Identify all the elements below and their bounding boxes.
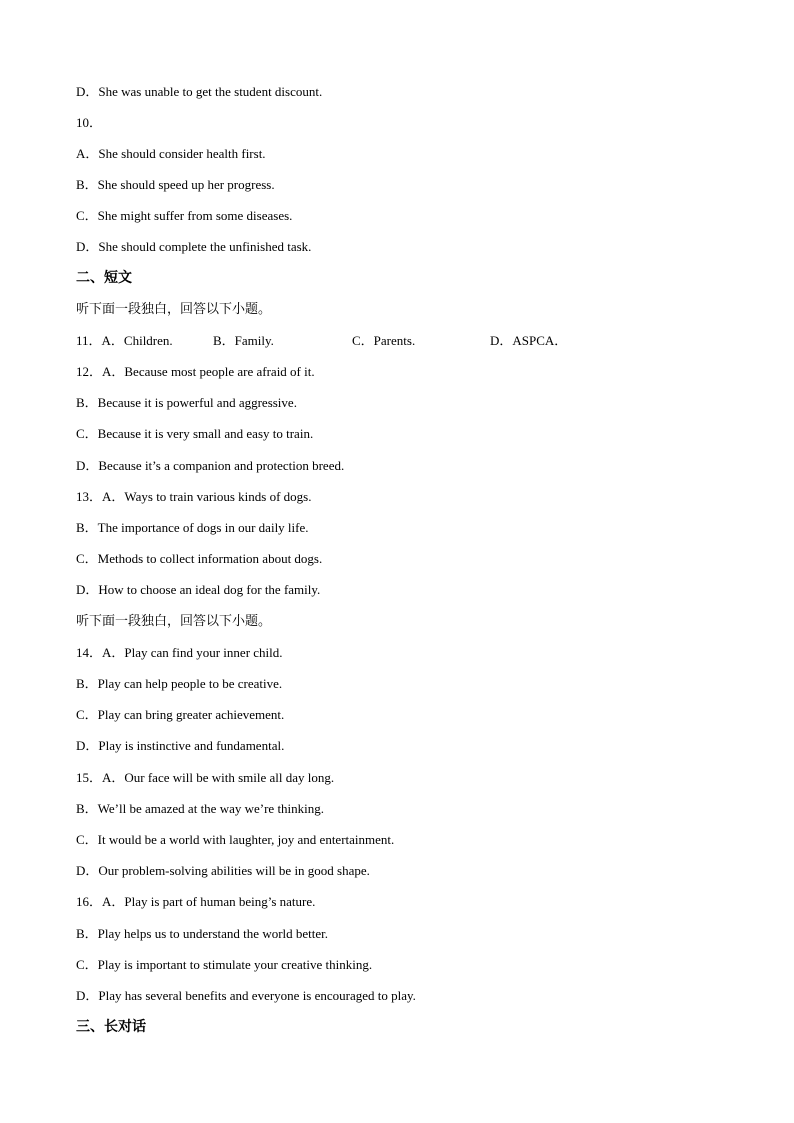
q11-option-c: C．Parents. — [352, 333, 416, 348]
section-2-instruction-1: 听下面一段独白，回答以下小题。 — [76, 302, 272, 317]
q10-option-b: B．She should speed up her progress. — [76, 177, 275, 192]
q16-option-c: C．Play is important to stimulate your creative thinking. — [76, 957, 373, 972]
q11-option-a: 11．A．Children. — [76, 333, 173, 348]
q11-option-d: D．ASPCA． — [490, 333, 568, 348]
q14-option-b: B．Play can help people to be creative. — [76, 676, 283, 691]
q14-option-d: D．Play is instinctive and fundamental. — [76, 738, 285, 753]
q15-option-c: C．It would be a world with laughter, joy and entertainment. — [76, 832, 395, 847]
q9-option-d: D．She was unable to get the student discount. — [76, 84, 323, 99]
q11-row — [76, 333, 596, 349]
q11-option-b: B．Family. — [213, 333, 274, 348]
q10-option-c: C．She might suffer from some diseases. — [76, 208, 293, 223]
q12-option-b: B．Because it is powerful and aggressive. — [76, 395, 297, 410]
q12-option-a: 12．A．Because most people are afraid of it. — [76, 364, 315, 379]
q15-option-a: 15．A．Our face will be with smile all day long. — [76, 770, 335, 785]
q13-option-a: 13．A．Ways to train various kinds of dogs. — [76, 489, 312, 504]
q16-option-d: D．Play has several benefits and everyone is encouraged to play. — [76, 988, 416, 1003]
section-3-title: 三、长对话 — [76, 1019, 146, 1035]
q10-option-a: A．She should consider health first. — [76, 146, 266, 161]
q16-option-a: 16．A．Play is part of human being’s nature. — [76, 894, 316, 909]
q16-option-b: B．Play helps us to understand the world better. — [76, 926, 329, 941]
q12-option-d: D．Because it’s a companion and protection breed. — [76, 458, 345, 473]
section-2-instruction-2: 听下面一段独白，回答以下小题。 — [76, 614, 272, 629]
q13-option-c: C．Methods to collect information about dogs. — [76, 551, 323, 566]
q12-option-c: C．Because it is very small and easy to train. — [76, 426, 314, 441]
q14-option-c: C．Play can bring greater achievement. — [76, 707, 285, 722]
q13-option-b: B．The importance of dogs in our daily life. — [76, 520, 309, 535]
section-2-title: 二、短文 — [76, 270, 132, 286]
q13-option-d: D．How to choose an ideal dog for the family. — [76, 582, 321, 597]
q14-option-a: 14．A．Play can find your inner child. — [76, 645, 283, 660]
q10-option-d: D．She should complete the unfinished task. — [76, 239, 312, 254]
q15-option-b: B．We’ll be amazed at the way we’re thinking. — [76, 801, 325, 816]
q15-option-d: D．Our problem-solving abilities will be in good shape. — [76, 863, 370, 878]
q10-number: 10． — [76, 115, 103, 130]
